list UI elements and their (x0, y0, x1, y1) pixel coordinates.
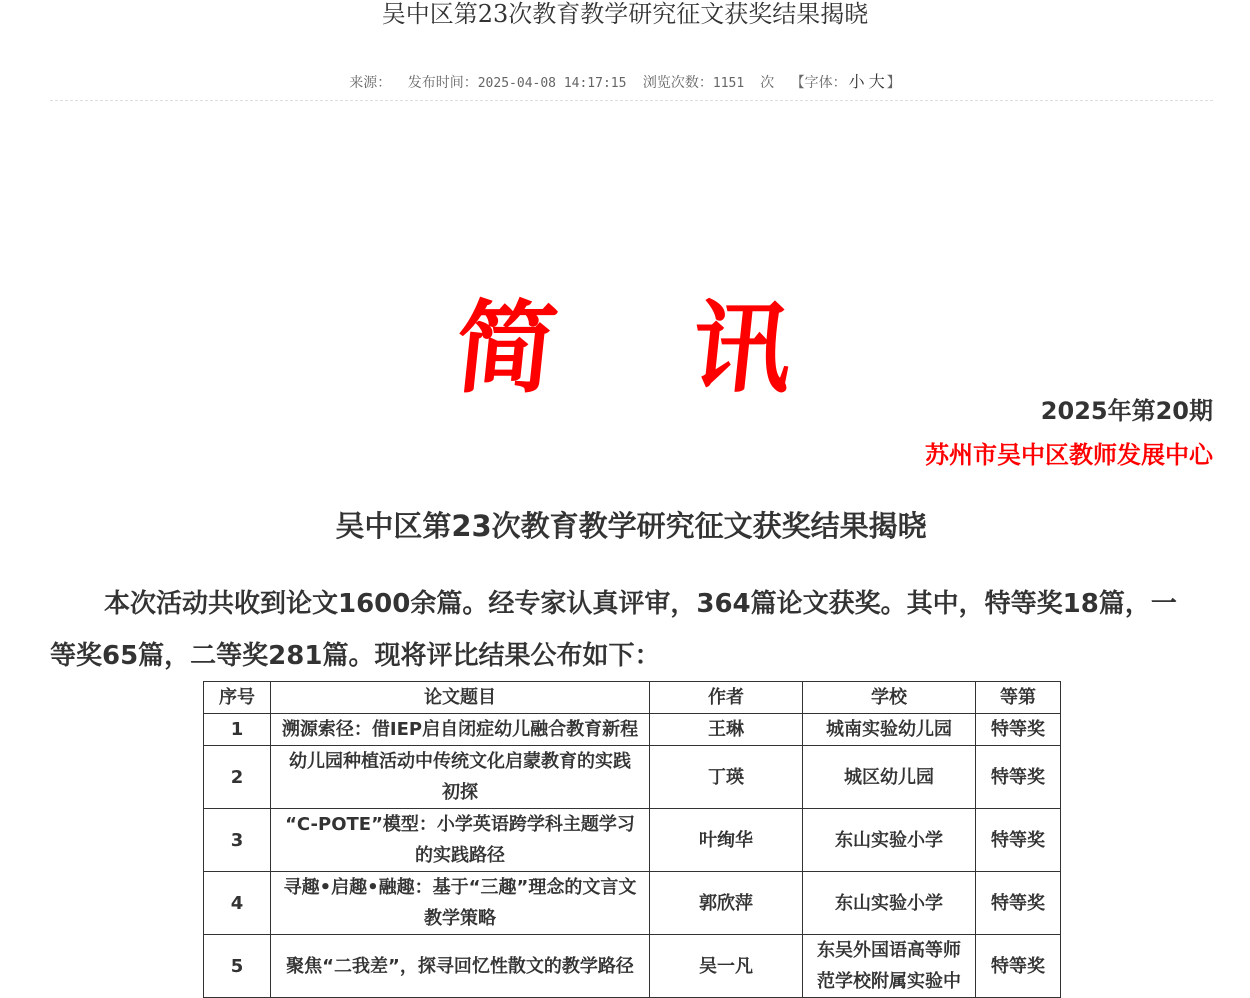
cell-title: 寻趣•启趣•融趣：基于“三趣”理念的文言文教学策略 (271, 872, 650, 935)
cell-school: 城南实验幼儿园 (803, 714, 976, 746)
view-count (643, 75, 774, 91)
article-intro: 本次活动共收到论文1600余篇。经专家认真评审，364篇论文获奖。其中，特等奖18篇，一等奖65篇，二等奖281篇。现将评比结果公布如下： (50, 589, 1177, 671)
issuing-organization: 苏州市吴中区教师发展中心 (925, 441, 1213, 469)
issue-number: 2025年第20期 (1040, 397, 1213, 425)
font-size-control (790, 72, 901, 91)
article-meta (0, 69, 1250, 92)
header-award: 等第 (976, 682, 1061, 714)
cell-author: 叶绚华 (650, 809, 803, 872)
source-label: 来源： (349, 75, 392, 91)
font-label-close: 】 (886, 75, 901, 91)
header-author: 作者 (650, 682, 803, 714)
font-large-button[interactable]: 大 (868, 72, 885, 91)
masthead-char-1: 简 (449, 289, 563, 407)
table-row (204, 746, 1061, 809)
cell-author: 吴一凡 (650, 935, 803, 998)
cell-award: 特等奖 (976, 746, 1061, 809)
publish-time-value: 2025-04-08 14:17:15 (477, 76, 627, 91)
awards-table (203, 681, 1061, 998)
cell-school: 东山实验小学 (803, 872, 976, 935)
cell-title: 聚焦“二我差”，探寻回忆性散文的教学路径 (271, 935, 650, 998)
table-row (204, 714, 1061, 746)
views-count-value: 1151 (712, 76, 745, 91)
cell-author: 郭欣萍 (650, 872, 803, 935)
table-header-row (204, 682, 1061, 714)
header-school: 学校 (803, 682, 976, 714)
cell-award: 特等奖 (976, 809, 1061, 872)
article-title: 吴中区第23次教育教学研究征文获奖结果揭晓 (335, 509, 927, 543)
masthead-char-2: 讯 (685, 289, 799, 407)
header-title: 论文题目 (271, 682, 650, 714)
cell-index: 5 (204, 935, 271, 998)
cell-award: 特等奖 (976, 872, 1061, 935)
cell-index: 3 (204, 809, 271, 872)
cell-author: 王琳 (650, 714, 803, 746)
header-index: 序号 (204, 682, 271, 714)
table-row (204, 872, 1061, 935)
cell-index: 4 (204, 872, 271, 935)
font-small-button[interactable]: 小 (848, 72, 865, 91)
meta-divider (50, 100, 1213, 101)
cell-school: 城区幼儿园 (803, 746, 976, 809)
cell-award: 特等奖 (976, 714, 1061, 746)
publish-time (408, 75, 627, 91)
publish-label: 发布时间： (407, 75, 478, 91)
table-row (204, 935, 1061, 998)
cell-title: “C-POTE”模型：小学英语跨学科主题学习的实践路径 (271, 809, 650, 872)
cell-award: 特等奖 (976, 935, 1061, 998)
views-unit: 次 (760, 75, 775, 91)
cell-title: 幼儿园种植活动中传统文化启蒙教育的实践初探 (271, 746, 650, 809)
font-label-open: 【字体： (790, 75, 847, 91)
cell-index: 2 (204, 746, 271, 809)
cell-school: 东吴外国语高等师范学校附属实验中 (803, 935, 976, 998)
page-title: 吴中区第23次教育教学研究征文获奖结果揭晓 (381, 0, 869, 28)
table-row (204, 809, 1061, 872)
cell-index: 1 (204, 714, 271, 746)
views-label: 浏览次数： (642, 75, 713, 91)
cell-title: 溯源索径：借IEP启自闭症幼儿融合教育新程 (271, 714, 650, 746)
cell-author: 丁瑛 (650, 746, 803, 809)
cell-school: 东山实验小学 (803, 809, 976, 872)
